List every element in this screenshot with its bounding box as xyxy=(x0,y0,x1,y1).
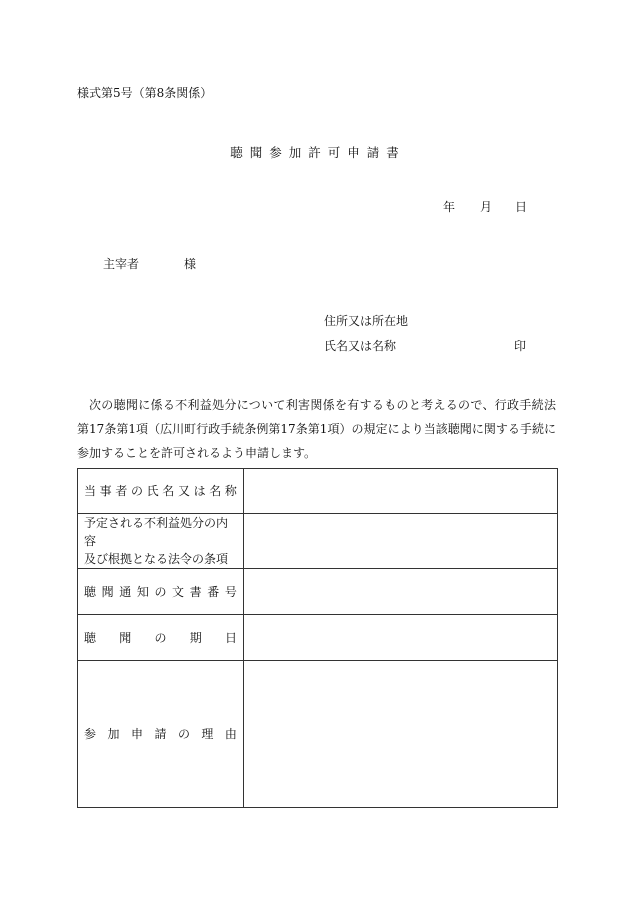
label-char: の xyxy=(130,484,143,498)
spread-label xyxy=(84,583,237,601)
date-year-label: 年 xyxy=(443,200,456,214)
label-char: の xyxy=(154,630,167,645)
row-label-line-2: 及び根拠となる法令の条項 xyxy=(84,552,229,566)
label-char: 氏 xyxy=(146,484,159,498)
label-char: 日 xyxy=(224,630,237,645)
label-char: 号 xyxy=(224,584,237,599)
label-char: 由 xyxy=(224,727,237,741)
label-char: 期 xyxy=(189,630,202,645)
application-statement: 次の聴聞に係る不利益処分について利害関係を有するものと考えるので、行政手続法第17条第1項（広川町行政手続条例第17条第1項）の規定により当該聴聞に関する手続に参加することを許可されるよう申請します。 xyxy=(77,398,556,460)
label-char: 書 xyxy=(189,584,202,599)
table-row-party-name xyxy=(78,469,558,514)
label-char: 聞 xyxy=(119,630,132,645)
label-char: の xyxy=(177,727,190,741)
spread-label xyxy=(84,629,237,647)
table-row-hearing-date xyxy=(78,615,558,661)
label-char: 又 xyxy=(177,484,190,498)
label-char: 参 xyxy=(84,727,97,741)
row-label-line-1: 予定される不利益処分の内容 xyxy=(84,516,229,548)
table-row-planned-disposition xyxy=(78,514,558,569)
table-row-reason xyxy=(78,661,558,808)
label-char: 聴 xyxy=(84,630,97,645)
applicant-address-label: 住所又は所在地 xyxy=(324,314,409,328)
label-char: 者 xyxy=(115,484,128,498)
document-title: 聴聞参加許可申請書 xyxy=(230,145,406,160)
label-char: 名 xyxy=(162,484,175,498)
addressee-label: 主宰者 xyxy=(103,257,140,271)
label-char: 事 xyxy=(99,484,112,498)
label-char: 名 xyxy=(209,484,222,498)
seal-mark: 印 xyxy=(514,339,527,353)
row-value-hearing-date[interactable] xyxy=(244,615,558,661)
row-value-planned-disposition[interactable] xyxy=(244,514,558,569)
date-month-label: 月 xyxy=(480,200,493,214)
label-char: 聞 xyxy=(101,584,114,599)
row-label-planned-disposition xyxy=(78,514,244,569)
row-label-reason xyxy=(78,661,244,808)
label-char: 請 xyxy=(154,727,167,741)
date-day-label: 日 xyxy=(515,200,528,214)
label-char: 文 xyxy=(172,584,185,599)
row-value-notice-number[interactable] xyxy=(244,569,558,615)
spread-label xyxy=(84,725,237,743)
label-char: 理 xyxy=(201,727,214,741)
applicant-name-label: 氏名又は名称 xyxy=(324,339,397,353)
label-char: 知 xyxy=(136,584,149,599)
label-char: 番 xyxy=(207,584,220,599)
label-char: 称 xyxy=(224,484,237,498)
label-char: 聴 xyxy=(84,584,97,599)
addressee-honorific: 様 xyxy=(184,257,197,271)
table-row-notice-number xyxy=(78,569,558,615)
row-value-reason[interactable] xyxy=(244,661,558,808)
label-char: 通 xyxy=(119,584,132,599)
row-label-hearing-date xyxy=(78,615,244,661)
label-char: 申 xyxy=(130,727,143,741)
row-label-party-name xyxy=(78,469,244,514)
form-number: 様式第5号（第8条関係） xyxy=(77,86,213,100)
spread-label xyxy=(84,482,237,500)
row-value-party-name[interactable] xyxy=(244,469,558,514)
application-form-table xyxy=(77,468,558,808)
label-char: の xyxy=(154,584,167,599)
row-label-notice-number xyxy=(78,569,244,615)
label-char: は xyxy=(193,484,206,498)
label-char: 当 xyxy=(84,484,97,498)
label-char: 加 xyxy=(107,727,120,741)
